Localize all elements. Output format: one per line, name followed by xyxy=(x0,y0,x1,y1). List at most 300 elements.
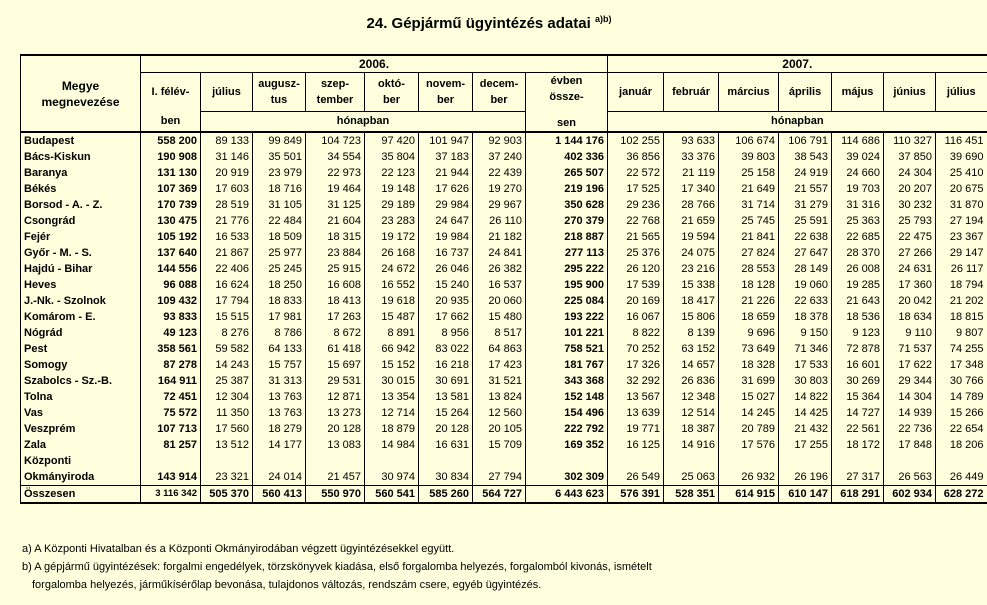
value-cell: 17 263 xyxy=(306,309,365,325)
value-cell: 270 379 xyxy=(526,213,608,229)
value-cell: 610 147 xyxy=(779,486,832,504)
value-cell: 24 647 xyxy=(419,213,473,229)
month-2007-header: április xyxy=(779,73,832,112)
value-cell: 169 352 xyxy=(526,437,608,453)
value-cell: 18 378 xyxy=(779,309,832,325)
value-cell: 35 804 xyxy=(365,149,419,165)
county-name-cell: Bács-Kiskun xyxy=(21,149,141,165)
value-cell: 20 935 xyxy=(419,293,473,309)
table-row xyxy=(21,309,987,325)
value-cell: 81 257 xyxy=(141,437,201,453)
value-cell: 9 807 xyxy=(936,325,987,341)
month-2006-header xyxy=(419,73,473,112)
value-cell: 402 336 xyxy=(526,149,608,165)
value-cell xyxy=(608,453,664,469)
value-cell: 17 603 xyxy=(201,181,253,197)
value-cell: 25 977 xyxy=(253,245,306,261)
value-cell: 32 292 xyxy=(608,373,664,389)
value-cell: 29 236 xyxy=(608,197,664,213)
value-cell: 343 368 xyxy=(526,373,608,389)
value-cell: 24 919 xyxy=(779,165,832,181)
value-cell: 17 360 xyxy=(884,277,936,293)
month-2006-header xyxy=(473,73,526,112)
value-cell: 18 279 xyxy=(253,421,306,437)
value-cell: 20 207 xyxy=(884,181,936,197)
value-cell: 17 423 xyxy=(473,357,526,373)
value-cell: 61 418 xyxy=(306,341,365,357)
value-cell: 15 515 xyxy=(201,309,253,325)
value-cell: 222 792 xyxy=(526,421,608,437)
value-cell: 21 457 xyxy=(306,469,365,486)
value-cell: 49 123 xyxy=(141,325,201,341)
value-cell: 72 451 xyxy=(141,389,201,405)
value-cell: 15 757 xyxy=(253,357,306,373)
table-row xyxy=(21,453,987,469)
table-row xyxy=(21,132,987,149)
value-cell: 9 123 xyxy=(832,325,884,341)
value-cell xyxy=(719,453,779,469)
value-cell: 20 169 xyxy=(608,293,664,309)
value-cell: 23 216 xyxy=(664,261,719,277)
footnotes xyxy=(22,540,652,594)
value-cell: 101 221 xyxy=(526,325,608,341)
value-cell: 26 008 xyxy=(832,261,884,277)
year-total-line3: sen xyxy=(557,117,576,129)
value-cell: 29 189 xyxy=(365,197,419,213)
value-cell: 30 232 xyxy=(884,197,936,213)
month-unit-2007: hónapban xyxy=(608,111,987,132)
month-header-line1: decem- xyxy=(479,77,519,90)
value-cell: 21 944 xyxy=(419,165,473,181)
value-cell: 18 128 xyxy=(719,277,779,293)
value-cell: 16 067 xyxy=(608,309,664,325)
value-cell: 24 660 xyxy=(832,165,884,181)
county-name-cell: Csongrád xyxy=(21,213,141,229)
value-cell: 22 736 xyxy=(884,421,936,437)
value-cell: 102 255 xyxy=(608,132,664,149)
value-cell xyxy=(141,453,201,469)
value-cell: 24 841 xyxy=(473,245,526,261)
value-cell: 505 370 xyxy=(201,486,253,504)
value-cell: 15 697 xyxy=(306,357,365,373)
month-header-line2: ber xyxy=(490,93,508,106)
value-cell: 19 594 xyxy=(664,229,719,245)
value-cell: 28 370 xyxy=(832,245,884,261)
value-cell: 14 939 xyxy=(884,405,936,421)
value-cell: 17 848 xyxy=(884,437,936,453)
value-cell: 110 327 xyxy=(884,132,936,149)
value-cell: 73 649 xyxy=(719,341,779,357)
data-table xyxy=(20,54,987,504)
value-cell: 21 182 xyxy=(473,229,526,245)
county-name-cell: Somogy xyxy=(21,357,141,373)
value-cell: 25 410 xyxy=(936,165,987,181)
half-year-header xyxy=(141,73,201,112)
value-cell: 29 984 xyxy=(419,197,473,213)
month-header-line2: ber xyxy=(382,93,401,106)
value-cell: 152 148 xyxy=(526,389,608,405)
value-cell: 13 354 xyxy=(365,389,419,405)
value-cell: 16 631 xyxy=(419,437,473,453)
table-row xyxy=(21,389,987,405)
value-cell: 25 745 xyxy=(719,213,779,229)
value-cell: 550 970 xyxy=(306,486,365,504)
value-cell: 9 696 xyxy=(719,325,779,341)
value-cell: 22 654 xyxy=(936,421,987,437)
value-cell: 144 556 xyxy=(141,261,201,277)
value-cell: 15 709 xyxy=(473,437,526,453)
value-cell: 193 222 xyxy=(526,309,608,325)
value-cell: 16 533 xyxy=(201,229,253,245)
month-header-line2: tus xyxy=(270,93,288,106)
value-cell: 15 487 xyxy=(365,309,419,325)
table-row xyxy=(21,261,987,277)
month-header-line2: tember xyxy=(316,93,354,106)
value-cell: 16 218 xyxy=(419,357,473,373)
table-row xyxy=(21,165,987,181)
value-cell: 560 541 xyxy=(365,486,419,504)
value-cell: 16 125 xyxy=(608,437,664,453)
value-cell: 22 633 xyxy=(779,293,832,309)
value-cell: 93 633 xyxy=(664,132,719,149)
title-footnote-marks: a)b) xyxy=(594,14,612,24)
value-cell: 14 727 xyxy=(832,405,884,421)
value-cell: 92 903 xyxy=(473,132,526,149)
county-name-cell: Veszprém xyxy=(21,421,141,437)
value-cell: 21 432 xyxy=(779,421,832,437)
value-cell: 19 984 xyxy=(419,229,473,245)
value-cell: 22 484 xyxy=(253,213,306,229)
value-cell: 18 833 xyxy=(253,293,306,309)
value-cell: 17 326 xyxy=(608,357,664,373)
value-cell: 25 063 xyxy=(664,469,719,486)
value-cell: 19 464 xyxy=(306,181,365,197)
value-cell: 15 266 xyxy=(936,405,987,421)
value-cell: 74 255 xyxy=(936,341,987,357)
value-cell: 30 691 xyxy=(419,373,473,389)
value-cell: 19 285 xyxy=(832,277,884,293)
value-cell: 19 703 xyxy=(832,181,884,197)
value-cell: 225 084 xyxy=(526,293,608,309)
value-cell: 22 685 xyxy=(832,229,884,245)
value-cell: 72 878 xyxy=(832,341,884,357)
value-cell: 190 908 xyxy=(141,149,201,165)
value-cell: 28 519 xyxy=(201,197,253,213)
value-cell: 15 480 xyxy=(473,309,526,325)
value-cell: 63 152 xyxy=(664,341,719,357)
value-cell: 9 110 xyxy=(884,325,936,341)
value-cell: 14 304 xyxy=(884,389,936,405)
value-cell: 16 552 xyxy=(365,277,419,293)
value-cell: 71 346 xyxy=(779,341,832,357)
value-cell: 28 766 xyxy=(664,197,719,213)
value-cell: 8 786 xyxy=(253,325,306,341)
value-cell: 20 042 xyxy=(884,293,936,309)
table-row xyxy=(21,405,987,421)
value-cell: 18 716 xyxy=(253,181,306,197)
value-cell: 27 266 xyxy=(884,245,936,261)
value-cell: 105 192 xyxy=(141,229,201,245)
value-cell: 13 083 xyxy=(306,437,365,453)
value-cell: 14 916 xyxy=(664,437,719,453)
value-cell: 164 911 xyxy=(141,373,201,389)
value-cell: 30 834 xyxy=(419,469,473,486)
table-row xyxy=(21,437,987,453)
value-cell: 13 763 xyxy=(253,405,306,421)
value-cell: 106 791 xyxy=(779,132,832,149)
month-2006-header xyxy=(306,73,365,112)
value-cell: 350 628 xyxy=(526,197,608,213)
value-cell: 21 565 xyxy=(608,229,664,245)
value-cell: 106 674 xyxy=(719,132,779,149)
value-cell xyxy=(253,453,306,469)
value-cell: 16 737 xyxy=(419,245,473,261)
value-cell: 143 914 xyxy=(141,469,201,486)
value-cell: 11 350 xyxy=(201,405,253,421)
value-cell: 560 413 xyxy=(253,486,306,504)
total-row xyxy=(21,486,987,504)
value-cell: 26 117 xyxy=(936,261,987,277)
value-cell: 25 158 xyxy=(719,165,779,181)
value-cell: 585 260 xyxy=(419,486,473,504)
value-cell: 18 315 xyxy=(306,229,365,245)
value-cell: 26 382 xyxy=(473,261,526,277)
value-cell: 18 879 xyxy=(365,421,419,437)
footnote-b-line1: b) A gépjármű ügyintézések: forgalmi engedélyek, törzskönyvek kiadása, első forgalomba helyezés, forgalomból kivonás, ismételt xyxy=(22,561,652,573)
value-cell: 628 272 xyxy=(936,486,987,504)
year-total-header xyxy=(526,73,608,133)
value-cell: 27 317 xyxy=(832,469,884,486)
value-cell: 24 014 xyxy=(253,469,306,486)
value-cell: 14 822 xyxy=(779,389,832,405)
value-cell: 17 622 xyxy=(884,357,936,373)
value-cell: 265 507 xyxy=(526,165,608,181)
value-cell: 8 139 xyxy=(664,325,719,341)
table-row xyxy=(21,197,987,213)
value-cell: 18 659 xyxy=(719,309,779,325)
value-cell: 64 133 xyxy=(253,341,306,357)
value-cell: 295 222 xyxy=(526,261,608,277)
value-cell: 21 119 xyxy=(664,165,719,181)
page-title xyxy=(0,14,978,32)
table-row xyxy=(21,229,987,245)
county-name-cell: Komárom - E. xyxy=(21,309,141,325)
value-cell: 16 608 xyxy=(306,277,365,293)
table-row xyxy=(21,325,987,341)
value-cell: 18 417 xyxy=(664,293,719,309)
value-cell xyxy=(306,453,365,469)
value-cell: 31 279 xyxy=(779,197,832,213)
value-cell: 26 563 xyxy=(884,469,936,486)
value-cell: 25 363 xyxy=(832,213,884,229)
value-cell: 14 984 xyxy=(365,437,419,453)
value-cell: 154 496 xyxy=(526,405,608,421)
value-cell: 26 836 xyxy=(664,373,719,389)
value-cell: 12 304 xyxy=(201,389,253,405)
month-2007-header: július xyxy=(936,73,987,112)
value-cell: 15 364 xyxy=(832,389,884,405)
value-cell: 17 576 xyxy=(719,437,779,453)
value-cell: 31 105 xyxy=(253,197,306,213)
value-cell: 131 130 xyxy=(141,165,201,181)
value-cell: 18 328 xyxy=(719,357,779,373)
value-cell: 14 177 xyxy=(253,437,306,453)
value-cell: 20 789 xyxy=(719,421,779,437)
value-cell: 23 367 xyxy=(936,229,987,245)
value-cell: 26 168 xyxy=(365,245,419,261)
value-cell: 15 264 xyxy=(419,405,473,421)
value-cell: 558 200 xyxy=(141,132,201,149)
county-name-cell: Vas xyxy=(21,405,141,421)
value-cell: 218 887 xyxy=(526,229,608,245)
value-cell: 576 391 xyxy=(608,486,664,504)
value-cell: 29 967 xyxy=(473,197,526,213)
table-row xyxy=(21,421,987,437)
value-cell xyxy=(526,453,608,469)
table-row xyxy=(21,373,987,389)
half-year-header-line2: ben xyxy=(141,111,201,132)
county-name-cell: Baranya xyxy=(21,165,141,181)
county-name-cell: Zala xyxy=(21,437,141,453)
value-cell: 29 531 xyxy=(306,373,365,389)
value-cell: 8 891 xyxy=(365,325,419,341)
value-cell: 130 475 xyxy=(141,213,201,229)
value-cell: 13 763 xyxy=(253,389,306,405)
value-cell: 18 794 xyxy=(936,277,987,293)
value-cell xyxy=(832,453,884,469)
county-name-cell: Összesen xyxy=(21,486,141,504)
value-cell: 13 567 xyxy=(608,389,664,405)
value-cell: 20 919 xyxy=(201,165,253,181)
value-cell: 37 850 xyxy=(884,149,936,165)
half-year-header-line1: I. félév- xyxy=(151,86,190,99)
value-cell: 302 309 xyxy=(526,469,608,486)
value-cell: 21 604 xyxy=(306,213,365,229)
value-cell: 31 316 xyxy=(832,197,884,213)
table-row xyxy=(21,293,987,309)
value-cell: 8 956 xyxy=(419,325,473,341)
value-cell: 22 475 xyxy=(884,229,936,245)
value-cell xyxy=(884,453,936,469)
footnote-a: a) A Központi Hivatalban és a Központi Okmányirodában végzett ügyintézésekkel együtt. xyxy=(22,543,455,555)
value-cell: 195 900 xyxy=(526,277,608,293)
value-cell: 26 120 xyxy=(608,261,664,277)
value-cell: 97 420 xyxy=(365,132,419,149)
value-cell: 14 425 xyxy=(779,405,832,421)
value-cell: 34 554 xyxy=(306,149,365,165)
month-header-line1: szep- xyxy=(320,77,350,90)
value-cell: 27 194 xyxy=(936,213,987,229)
month-2007-header: március xyxy=(719,73,779,112)
value-cell: 70 252 xyxy=(608,341,664,357)
value-cell: 25 245 xyxy=(253,261,306,277)
value-cell: 22 406 xyxy=(201,261,253,277)
value-cell: 15 338 xyxy=(664,277,719,293)
month-2007-header: május xyxy=(832,73,884,112)
value-cell: 24 672 xyxy=(365,261,419,277)
value-cell xyxy=(473,453,526,469)
title-text: 24. Gépjármű ügyintézés adatai xyxy=(366,15,591,32)
value-cell: 37 240 xyxy=(473,149,526,165)
value-cell: 37 183 xyxy=(419,149,473,165)
value-cell: 8 276 xyxy=(201,325,253,341)
county-name-cell: Központi xyxy=(21,453,141,469)
value-cell: 17 255 xyxy=(779,437,832,453)
value-cell: 33 376 xyxy=(664,149,719,165)
value-cell: 23 283 xyxy=(365,213,419,229)
value-cell: 16 537 xyxy=(473,277,526,293)
county-name-cell: Békés xyxy=(21,181,141,197)
value-cell: 13 639 xyxy=(608,405,664,421)
value-cell: 35 501 xyxy=(253,149,306,165)
value-cell: 17 348 xyxy=(936,357,987,373)
footnote-b-line2: forgalomba helyezés, járműkísérőlap bevonása, tulajdonos változás, rendszám csere, egyéb ügyintézés. xyxy=(32,579,542,591)
value-cell: 26 110 xyxy=(473,213,526,229)
value-cell: 1 144 176 xyxy=(526,132,608,149)
value-cell: 19 270 xyxy=(473,181,526,197)
value-cell: 13 824 xyxy=(473,389,526,405)
value-cell: 219 196 xyxy=(526,181,608,197)
value-cell: 12 871 xyxy=(306,389,365,405)
value-cell: 3 116 342 xyxy=(141,486,201,504)
value-cell: 75 572 xyxy=(141,405,201,421)
value-cell: 17 539 xyxy=(608,277,664,293)
value-cell: 18 634 xyxy=(884,309,936,325)
value-cell: 22 768 xyxy=(608,213,664,229)
month-header-line1: augusz- xyxy=(258,77,300,90)
value-cell: 22 572 xyxy=(608,165,664,181)
value-cell: 16 601 xyxy=(832,357,884,373)
value-cell: 107 713 xyxy=(141,421,201,437)
value-cell: 13 512 xyxy=(201,437,253,453)
value-cell: 18 509 xyxy=(253,229,306,245)
county-name-cell: Borsod - A. - Z. xyxy=(21,197,141,213)
value-cell xyxy=(419,453,473,469)
value-cell: 25 387 xyxy=(201,373,253,389)
value-cell: 28 553 xyxy=(719,261,779,277)
county-name-cell: Szabolcs - Sz.-B. xyxy=(21,373,141,389)
value-cell: 39 024 xyxy=(832,149,884,165)
county-name-cell: Budapest xyxy=(21,132,141,149)
value-cell: 20 675 xyxy=(936,181,987,197)
value-cell: 18 250 xyxy=(253,277,306,293)
month-header-line1: októ- xyxy=(378,77,405,90)
county-name-cell: Heves xyxy=(21,277,141,293)
year-total-line2: össze- xyxy=(549,91,584,103)
table-row xyxy=(21,181,987,197)
value-cell: 20 128 xyxy=(306,421,365,437)
county-name-cell: Pest xyxy=(21,341,141,357)
value-cell: 99 849 xyxy=(253,132,306,149)
county-name-cell: Okmányiroda xyxy=(21,469,141,486)
year-2007-header: 2007. xyxy=(608,55,987,73)
value-cell: 12 560 xyxy=(473,405,526,421)
value-cell: 21 226 xyxy=(719,293,779,309)
value-cell: 15 806 xyxy=(664,309,719,325)
value-cell: 30 766 xyxy=(936,373,987,389)
value-cell: 26 196 xyxy=(779,469,832,486)
value-cell: 27 824 xyxy=(719,245,779,261)
value-cell: 17 560 xyxy=(201,421,253,437)
value-cell: 17 340 xyxy=(664,181,719,197)
value-cell: 30 803 xyxy=(779,373,832,389)
value-cell: 66 942 xyxy=(365,341,419,357)
value-cell: 19 060 xyxy=(779,277,832,293)
month-2006-header xyxy=(201,73,253,112)
value-cell: 26 046 xyxy=(419,261,473,277)
value-cell: 26 549 xyxy=(608,469,664,486)
value-cell: 87 278 xyxy=(141,357,201,373)
